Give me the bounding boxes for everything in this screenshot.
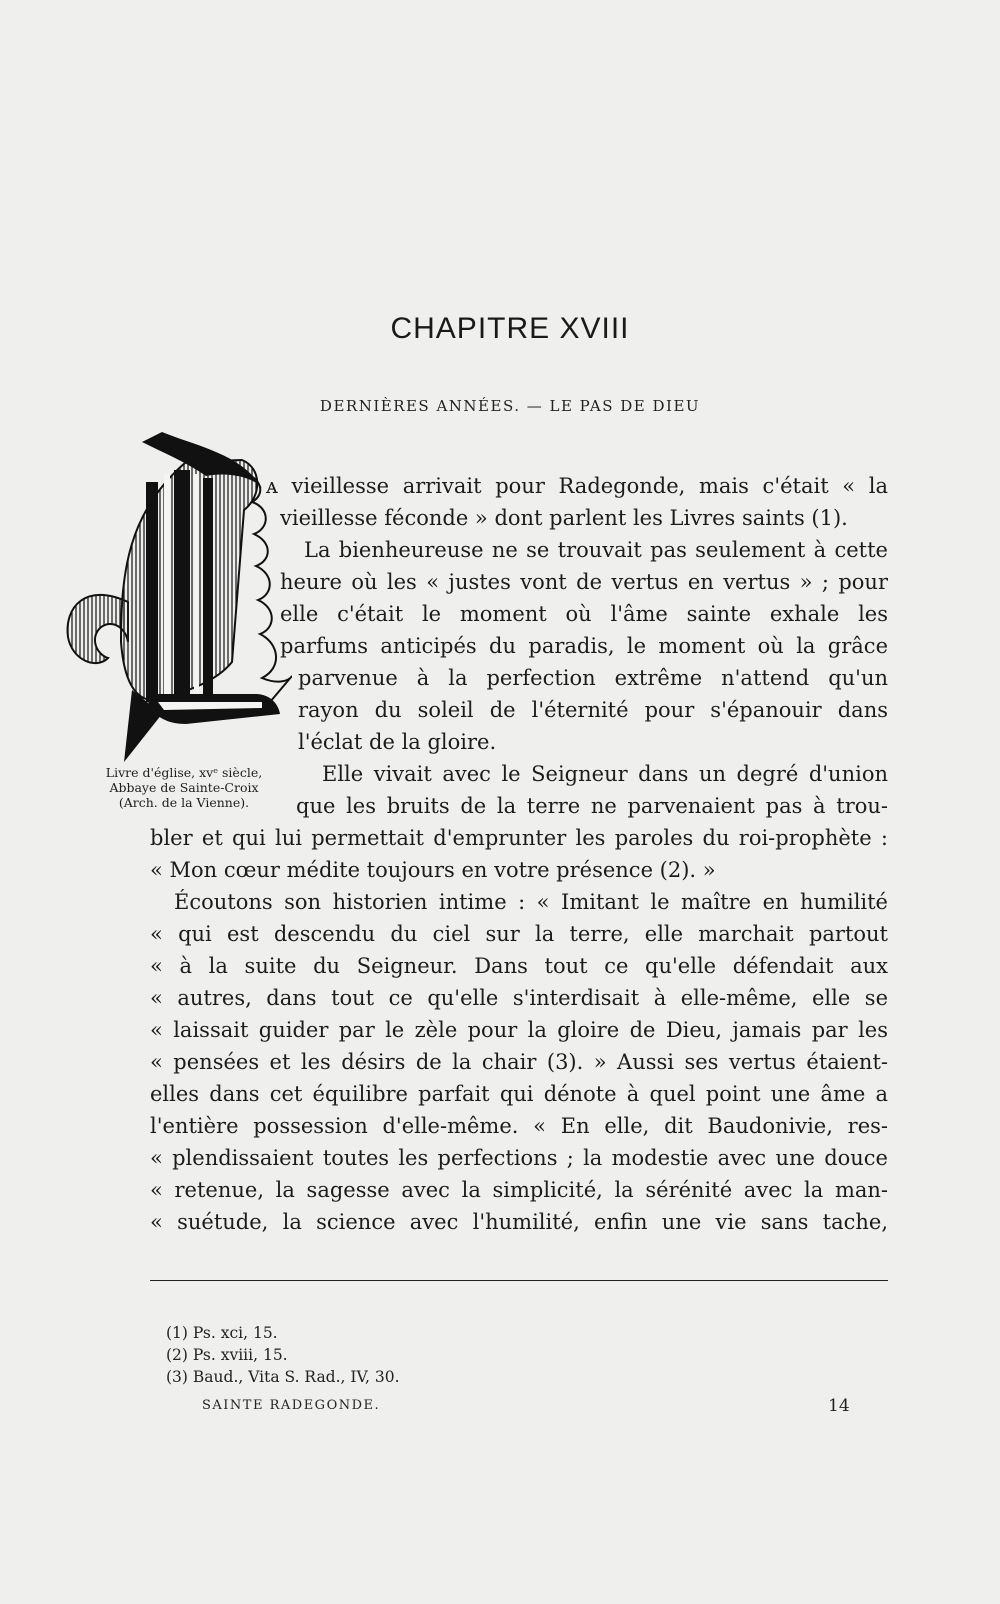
footnote-divider [150,1280,888,1281]
text-line: heure où les « justes vont de vertus en vertus » ; pour [280,570,888,594]
caption-line: (Arch. de la Vienne). [118,795,250,810]
text-line: rayon du soleil de l'éternité pour s'épanouir dans [298,698,888,722]
text-line: « à la suite du Seigneur. Dans tout ce qu'elle défendait aux [150,954,888,978]
ornamental-drop-cap-icon [66,432,292,762]
caption-line: Abbaye de Sainte-Croix [109,780,259,795]
footnote-text: Baud., Vita S. Rad., IV, 30. [192,1368,400,1386]
footnote-number: (2) [166,1346,188,1364]
text-line: « pensées et les désirs de la chair (3). » Aussi ses vertus étaient- [150,1050,888,1074]
text-line: « suétude, la science avec l'humilité, enfin une vie sans tache, [150,1210,888,1234]
text-line: parvenue à la perfection extrême n'attend qu'un [298,666,888,690]
page-number: 14 [828,1396,850,1416]
text-line: La bienheureuse ne se trouvait pas seulement à cette [304,538,888,562]
text-line: l'éclat de la gloire. [298,730,497,754]
footnote-number: (1) [166,1324,188,1342]
caption-line: Livre d'église, xvᵉ siècle, [105,765,263,780]
chapter-subtitle: DERNIÈRES ANNÉES. — LE PAS DE DIEU [319,397,701,415]
text-line: elle c'était le moment où l'âme sainte exhale les [280,602,888,626]
footnote [166,1344,288,1366]
text-line: « retenue, la sagesse avec la simplicité, la sérénité avec la man- [150,1178,888,1202]
text-line: Elle vivait avec le Seigneur dans un degré d'union [322,762,888,786]
text-line: parfums anticipés du paradis, le moment où la grâce [280,634,888,658]
text-line: « laissait guider par le zèle pour la gloire de Dieu, jamais par les [150,1018,888,1042]
footnote-text: Ps. xci, 15. [192,1324,278,1342]
footnote [166,1366,400,1388]
text-line: « plendissaient toutes les perfections ; la modestie avec une douce [150,1146,888,1170]
text-line: bler et qui lui permettait d'emprunter les paroles du roi-prophète : [150,826,888,850]
text-line: l'entière possession d'elle-même. « En elle, dit Baudonivie, res- [150,1114,888,1138]
chapter-title: CHAPITRE XVIII [390,312,630,345]
text-line: vieillesse féconde » dont parlent les Livres saints (1). [280,506,848,530]
text-line: « Mon cœur médite toujours en votre présence (2). » [150,858,716,882]
footnote-number: (3) [166,1368,188,1386]
text-line: « autres, dans tout ce qu'elle s'interdisait à elle-même, elle se [150,986,888,1010]
text-line: Écoutons son historien intime : « Imitant le maître en humilité [174,890,888,914]
footnote [166,1322,278,1344]
illustration-caption [90,765,278,810]
text-line: ᴀ vieillesse arrivait pour Radegonde, mais c'était « la [266,474,888,498]
running-title: SAINTE RADEGONDE. [202,1398,381,1413]
text-line: « qui est descendu du ciel sur la terre, elle marchait partout [150,922,888,946]
text-line: que les bruits de la terre ne parvenaient pas à trou- [296,794,888,818]
footnote-text: Ps. xviii, 15. [192,1346,288,1364]
text-line: elles dans cet équilibre parfait qui dénote à quel point une âme a [150,1082,888,1106]
